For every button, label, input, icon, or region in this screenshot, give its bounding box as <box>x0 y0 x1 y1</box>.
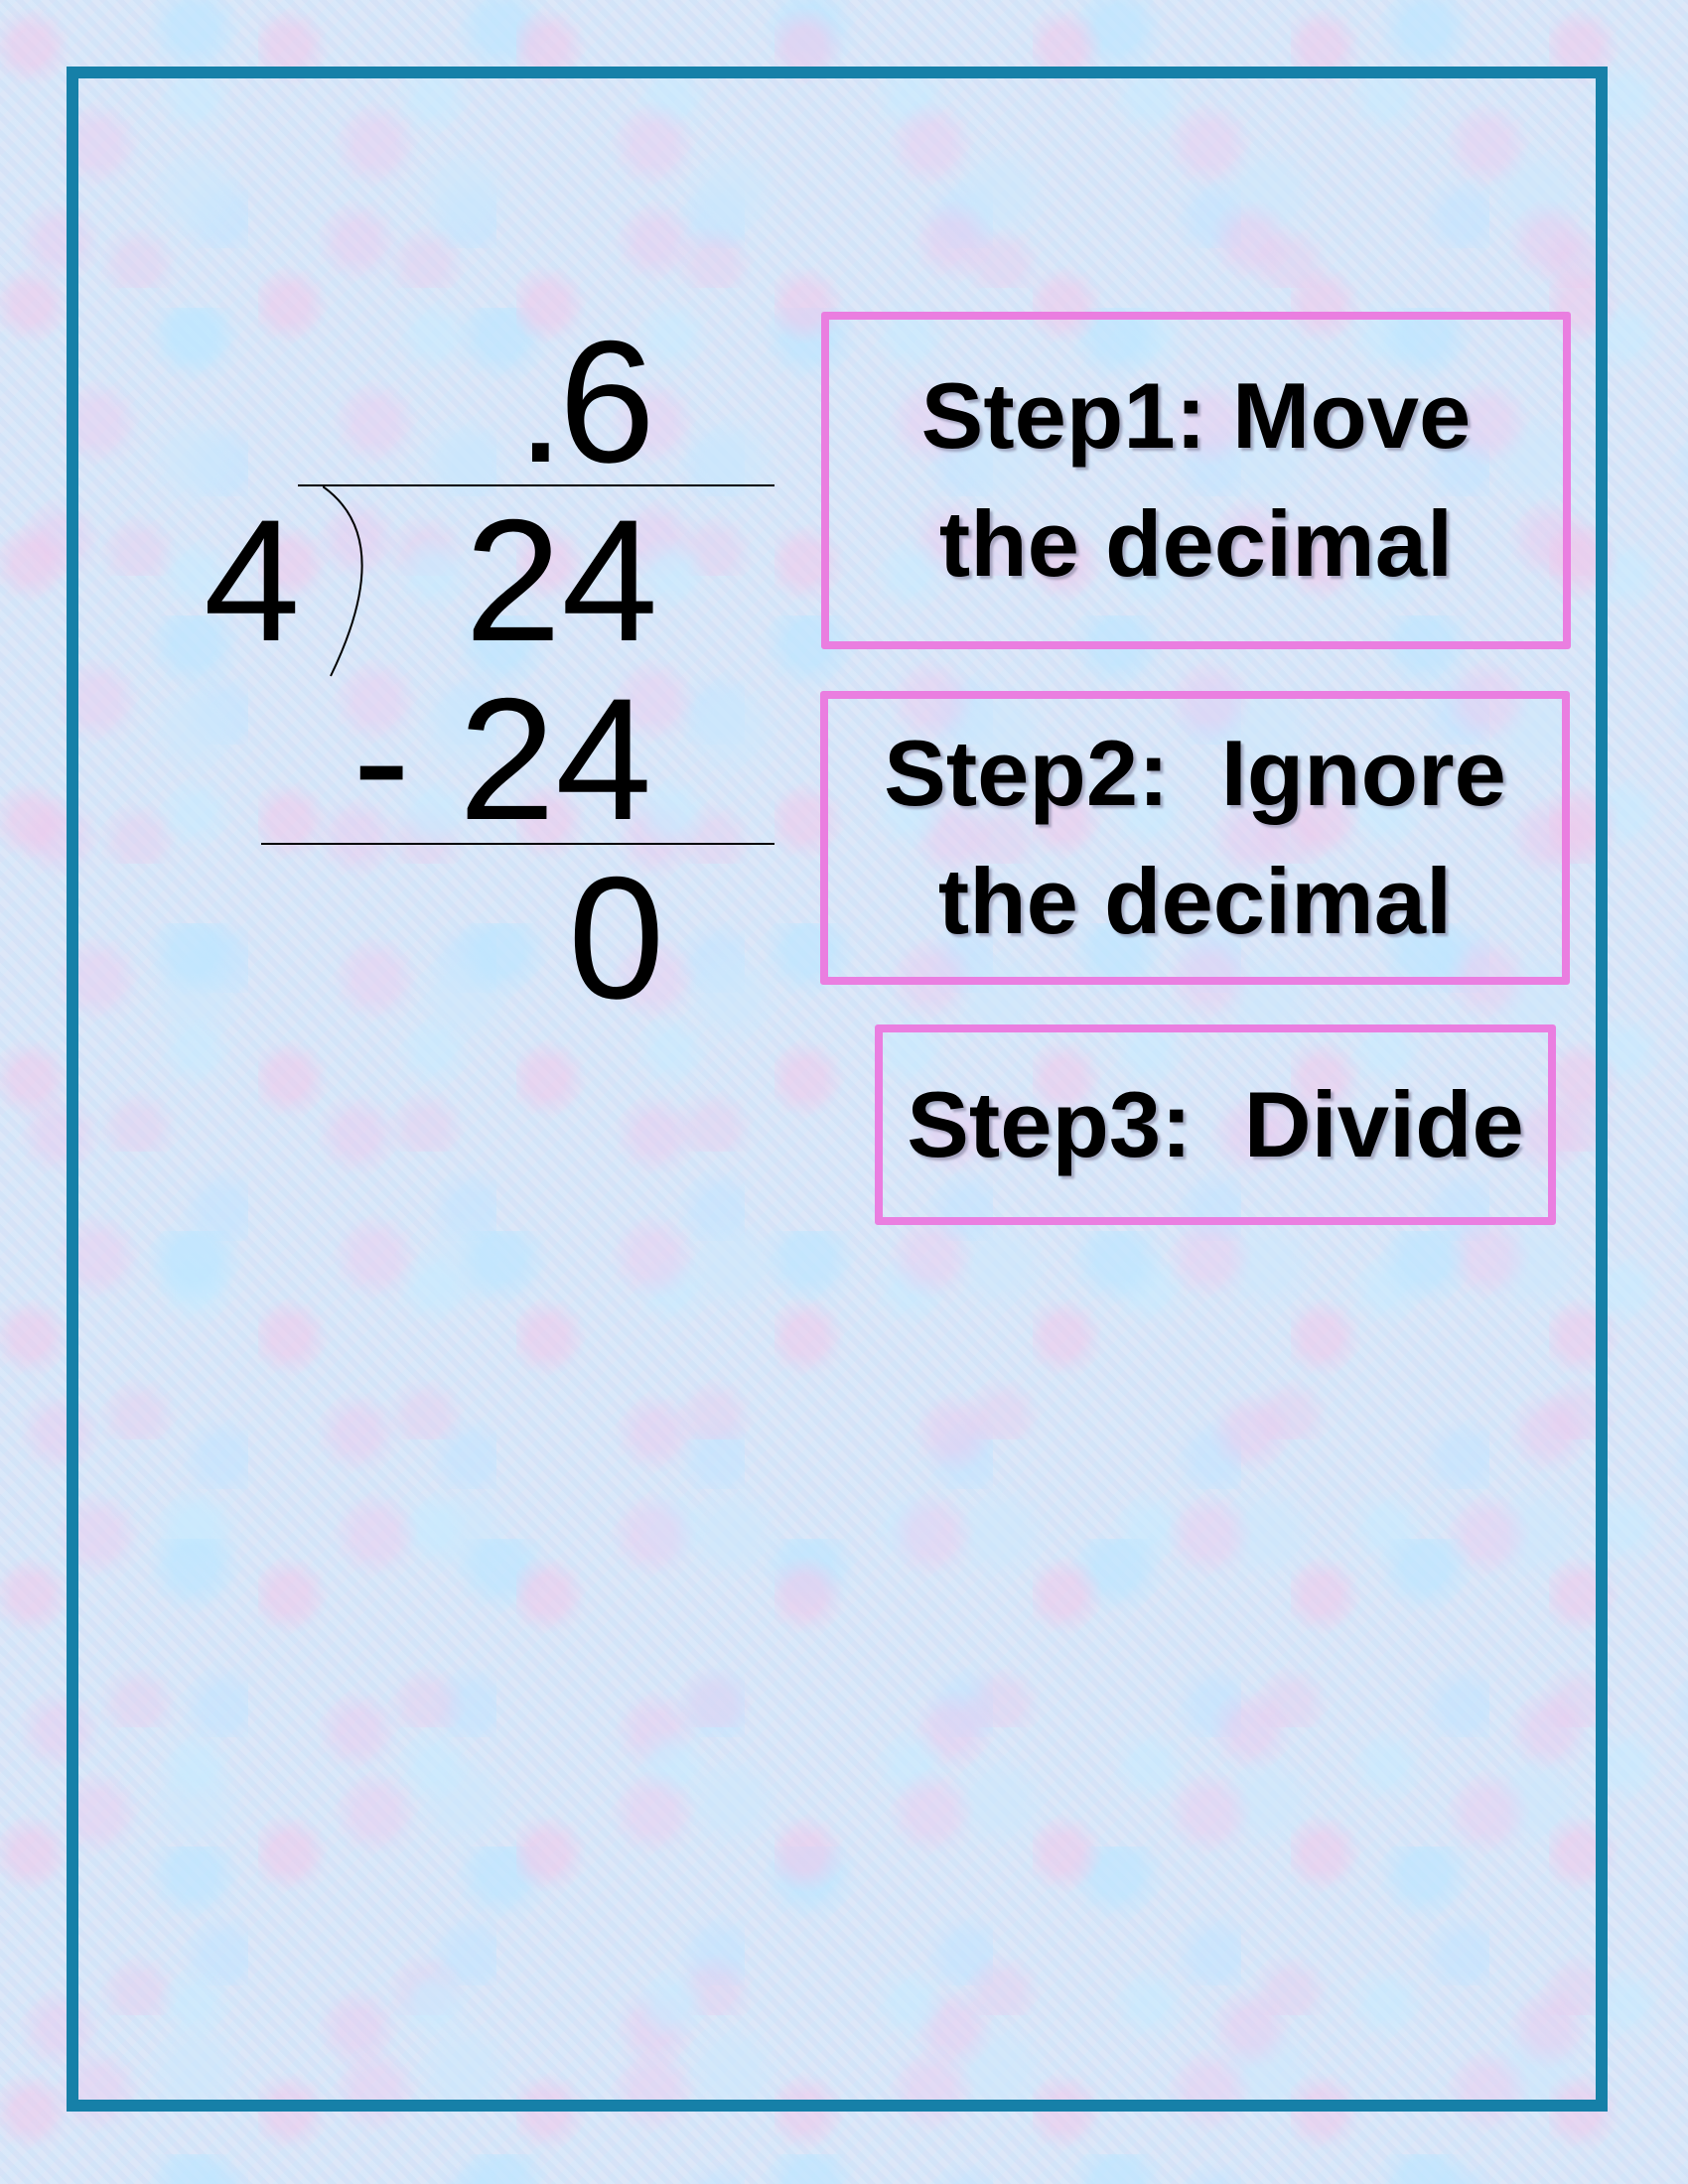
remainder: 0 <box>568 842 665 1035</box>
subtraction-line <box>261 843 774 845</box>
step2-box <box>820 691 1570 985</box>
step2-label: Step2: Ignore the decimal <box>884 721 1506 953</box>
divisor: 4 <box>204 484 301 678</box>
dividend: 24 <box>465 484 658 678</box>
step3-box <box>875 1024 1556 1225</box>
subtrahend: - 24 <box>352 663 652 857</box>
quotient: .6 <box>516 306 649 499</box>
step1-label: Step1: Move the decimal <box>920 363 1472 596</box>
step1-box <box>821 312 1571 649</box>
step3-label: Step3: Divide <box>907 1071 1524 1176</box>
division-bracket <box>323 484 382 678</box>
